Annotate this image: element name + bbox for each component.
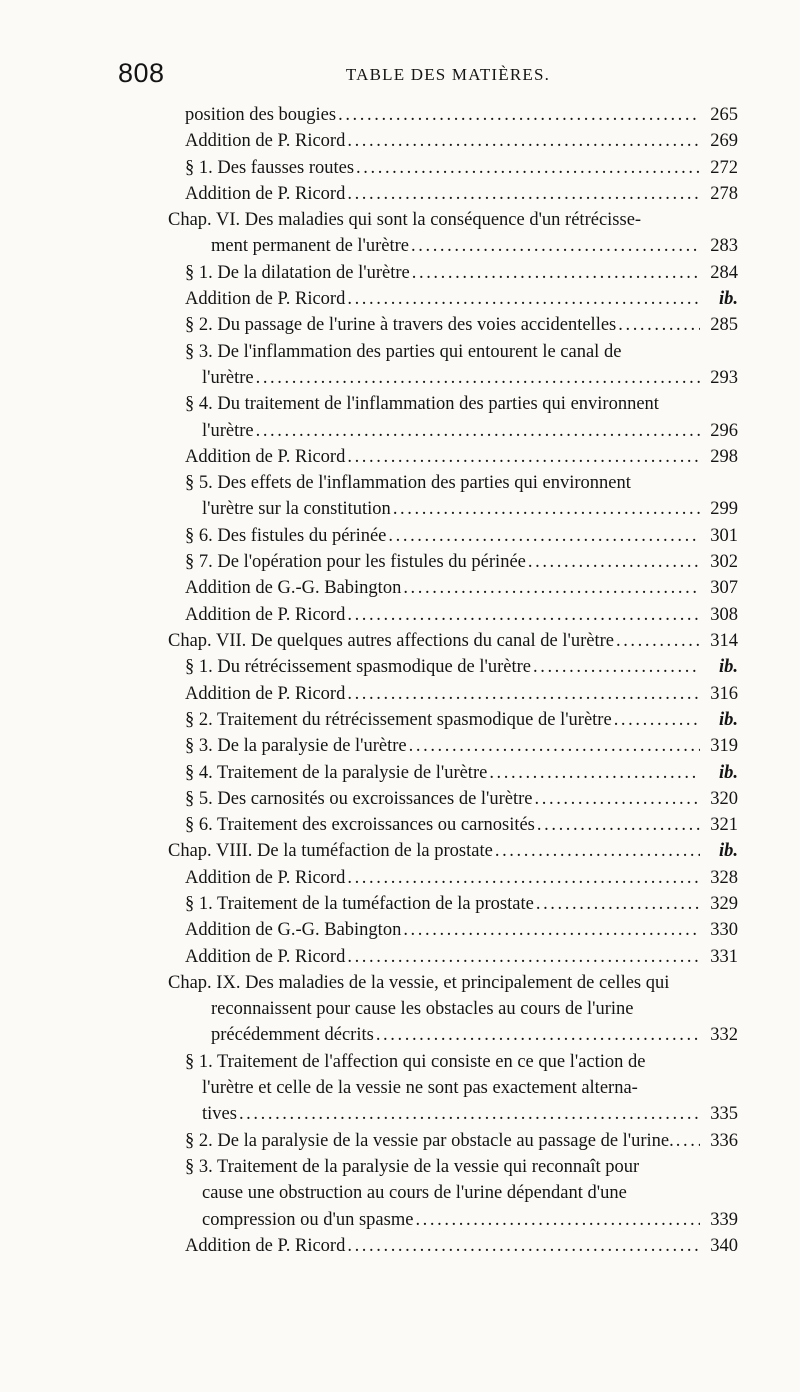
dot-leader [618,312,700,338]
toc-entry-title: l'urètre [202,367,254,388]
toc-entry-title: Addition de P. Ricord [185,446,346,467]
toc-entry-line [185,549,738,575]
toc-entry [0,312,800,338]
toc-entry-title: position des bougies [185,105,337,125]
toc-entry [0,128,800,154]
toc-entry-line [185,681,738,707]
dot-leader [393,496,700,522]
toc-entry-line [185,786,738,812]
toc-entry-line [185,391,659,417]
running-title: TABLE DES MATIÈRES. [345,65,551,84]
toc-entry [0,339,800,392]
toc-entry-line [168,628,738,654]
toc-entry [0,181,800,207]
toc-entry [0,286,800,312]
dot-leader [388,523,700,549]
toc-entry [0,681,800,707]
toc-page-number: 307 [710,578,738,599]
toc-entry-title: § 4. Traitement de la paralysie de l'urètre [185,762,488,783]
dot-leader [347,602,700,628]
dot-leader [676,1128,700,1154]
dot-leader [356,155,700,181]
toc-page-number: 269 [710,131,738,152]
toc-page-number: 299 [710,499,738,520]
toc-entry-title: Addition de P. Ricord [185,131,346,152]
toc-entry-line [185,286,738,312]
toc-entry-title: précédemment décrits [211,1025,374,1046]
toc-entry-title: compression ou d'un spasme [202,1209,414,1230]
toc-entry-title: § 3. Traitement de la paralysie de la vessie qui reconnaît pour [185,1157,640,1177]
toc-page-number: 272 [710,157,738,178]
toc-entry-line [185,128,738,154]
dot-leader [412,260,700,286]
toc-entry-title: cause une obstruction au cours de l'urine dépendant d'une [202,1183,627,1204]
toc-entry-line [185,1233,738,1259]
toc-entry-title: Addition de P. Ricord [185,867,346,888]
dot-leader [256,418,700,444]
toc-page-number: 321 [710,815,738,836]
toc-page-number: 320 [710,788,738,809]
dot-leader [347,181,700,207]
toc-entry [0,628,800,654]
toc-entry-line [185,1128,738,1154]
toc-entry-title: § 1. Du rétrécissement spasmodique de l'urètre [185,657,531,678]
toc-entry [0,1049,800,1128]
page-header [118,58,738,98]
dot-leader [495,838,700,864]
toc-entry-title: § 7. De l'opération pour les fistules du périnée [185,552,526,573]
toc-entry-title: § 2. De la paralysie de la vessie par obstacle au passage de l'urine. [185,1130,674,1151]
toc-entry-title: l'urètre sur la constitution [202,499,391,520]
toc-entry [0,654,800,680]
toc-entry-title: § 5. Des carnosités ou excroissances de l'urètre [185,788,533,809]
toc-entry-title: § 1. Des fausses routes [185,157,355,178]
toc-entry-line [185,917,738,943]
dot-leader [256,365,700,391]
toc-entry-title: Chap. VII. De quelques autres affections du canal de l'urètre [168,631,614,651]
toc-page-number: 296 [710,420,738,441]
dot-leader [347,944,700,970]
toc-entry-line [202,1207,738,1233]
dot-leader [533,654,700,680]
toc-entry-title: § 1. Traitement de l'affection qui consiste en ce que l'action de [185,1051,646,1072]
toc-entry-line [185,155,738,181]
toc-page-number: 278 [710,183,738,204]
toc-page-number: 298 [710,446,738,467]
toc-entry-line [185,102,738,128]
toc-entry-line [185,812,738,838]
dot-leader [535,786,700,812]
toc-page-number: 316 [710,683,738,704]
toc-entry-title: reconnaissent pour cause les obstacles au cours de l'urine [211,999,634,1020]
toc-page-number: 335 [710,1104,738,1125]
toc-entry-line [211,233,738,259]
toc-page-number: ib. [718,841,738,862]
toc-entry-line [185,260,738,286]
dot-leader [409,733,700,759]
toc-entry-title: § 6. Des fistules du périnée [185,525,387,546]
toc-entry [0,523,800,549]
toc-page-number: 332 [710,1025,738,1046]
toc-entry [0,891,800,917]
toc-entry [0,812,800,838]
toc-entry-title: Addition de P. Ricord [185,183,346,204]
toc-entry-line [185,733,738,759]
dot-leader [347,1233,700,1259]
dot-leader [403,575,700,601]
toc-entry-title: § 1. De la dilatation de l'urètre [185,262,410,283]
toc-entry [0,760,800,786]
toc-entry [0,707,800,733]
toc-entry [0,786,800,812]
toc-page-number: 329 [710,894,738,914]
toc-entry [0,1233,800,1259]
toc-entry [0,865,800,891]
page-number: 808 [118,58,165,88]
dot-leader [347,128,700,154]
toc-page-number: 293 [710,367,738,388]
dot-leader [338,102,700,128]
toc-entry-title: § 2. Du passage de l'urine à travers des voies accidentelles [185,315,617,336]
toc-entry-line [185,654,738,680]
toc-entry-line [185,707,738,733]
toc-entry-title: § 4. Du traitement de l'inflammation des parties qui environnent [185,394,659,415]
dot-leader [411,233,700,259]
dot-leader [536,891,700,917]
toc-entry-line [202,1180,627,1206]
dot-leader [347,444,700,470]
toc-page-number: ib. [718,762,738,783]
toc-entry [0,391,800,444]
toc-page-number: 265 [710,105,738,125]
toc-entry-title: Addition de P. Ricord [185,683,346,704]
toc-entry [0,838,800,864]
toc-entry [0,970,800,1049]
toc-entry-title: Addition de G.-G. Babington [185,578,402,599]
toc-entry-line [185,944,738,970]
toc-entry-title: Addition de P. Ricord [185,1235,346,1256]
toc-page-number: 339 [710,1209,738,1230]
dot-leader [415,1207,700,1233]
toc-entry [0,944,800,970]
toc-page-number: 340 [710,1235,738,1256]
toc-entry-title: Addition de G.-G. Babington [185,920,402,941]
dot-leader [239,1101,700,1127]
toc-entry-line [202,418,738,444]
toc-entry-line [168,838,738,864]
toc-page-number: 301 [710,525,738,546]
toc-page-number: 331 [710,946,738,967]
dot-leader [347,681,700,707]
toc-page-number: 308 [710,604,738,625]
toc-entry [0,549,800,575]
toc-entry-title: § 3. De l'inflammation des parties qui entourent le canal de [185,341,622,362]
toc-entry-title: l'urètre [202,420,254,441]
toc-entry [0,733,800,759]
toc-entry [0,1154,800,1233]
toc-entry-line [185,760,738,786]
toc-entry [0,102,800,128]
toc-entry-title: l'urètre et celle de la vessie ne sont pas exactement alterna- [202,1078,638,1099]
toc-entry-line [202,365,738,391]
dot-leader [528,549,700,575]
toc-entry-title: § 5. Des effets de l'inflammation des parties qui environnent [185,473,631,494]
toc-page-number: 302 [710,552,738,573]
toc-page-number: 284 [710,262,738,283]
toc-page-number: ib. [718,289,738,310]
toc-entry-line [211,1022,738,1048]
toc-entry-title: § 1. Traitement de la tuméfaction de la prostate [185,894,534,914]
dot-leader [489,760,700,786]
toc-page-number: ib. [718,709,738,730]
dot-leader [614,707,700,733]
toc-entry [0,1128,800,1154]
toc-entry-line [185,523,738,549]
toc-entry-line [185,891,738,917]
toc-entry [0,155,800,181]
toc-entry-line [185,1049,645,1075]
toc-entry-line [211,996,634,1022]
toc-entry-title: Addition de P. Ricord [185,946,346,967]
toc-entry-line [185,444,738,470]
toc-page-number: 336 [710,1130,738,1151]
toc-entry-title: ment permanent de l'urètre [211,236,410,257]
toc-entry-line [185,602,738,628]
dot-leader [376,1022,700,1048]
dot-leader [537,812,700,838]
toc-entry-title: Chap. IX. Des maladies de la vessie, et principalement de celles qui [168,972,670,993]
toc-page-number: 328 [710,867,738,888]
toc-entry-title: Addition de P. Ricord [185,604,346,625]
toc-page-number: 285 [710,315,738,336]
toc-entry [0,575,800,601]
toc-entry-line [185,312,738,338]
toc-entry [0,207,800,260]
toc-entry-title: § 6. Traitement des excroissances ou carnosités [185,815,535,836]
toc-entry-line [202,496,738,522]
toc-page-number: 314 [710,631,738,651]
toc-entry [0,470,800,523]
toc-entry-title: Chap. VI. Des maladies qui sont la conséquence d'un rétrécisse- [168,210,642,231]
toc-entry-title: Chap. VIII. De la tuméfaction de la prostate [168,841,493,862]
toc-entry-line [202,1075,638,1101]
toc-entry-title: Addition de P. Ricord [185,289,346,310]
toc-entry-line [185,1154,639,1180]
toc-entry-line [185,575,738,601]
toc-entry-line [185,470,631,496]
toc-entry [0,917,800,943]
toc-entry-line [202,1101,738,1127]
toc-page-number: 319 [710,736,738,757]
toc-entry-line [185,865,738,891]
toc-entry [0,602,800,628]
toc-entry-title: tives [202,1104,237,1125]
toc-entry [0,260,800,286]
toc-page-number: 330 [710,920,738,941]
toc-entry-title: § 2. Traitement du rétrécissement spasmodique de l'urètre [185,709,612,730]
toc-page-number: ib. [718,657,738,678]
dot-leader [403,917,700,943]
toc-entry-line [185,339,621,365]
toc-entry-line [168,970,669,996]
toc-entry-line [168,207,641,233]
toc-entry-line [185,181,738,207]
toc-entry [0,444,800,470]
dot-leader [347,286,700,312]
toc-entry-title: § 3. De la paralysie de l'urètre [185,736,407,757]
dot-leader [347,865,700,891]
toc-page-number: 283 [710,236,738,257]
dot-leader [616,628,700,654]
